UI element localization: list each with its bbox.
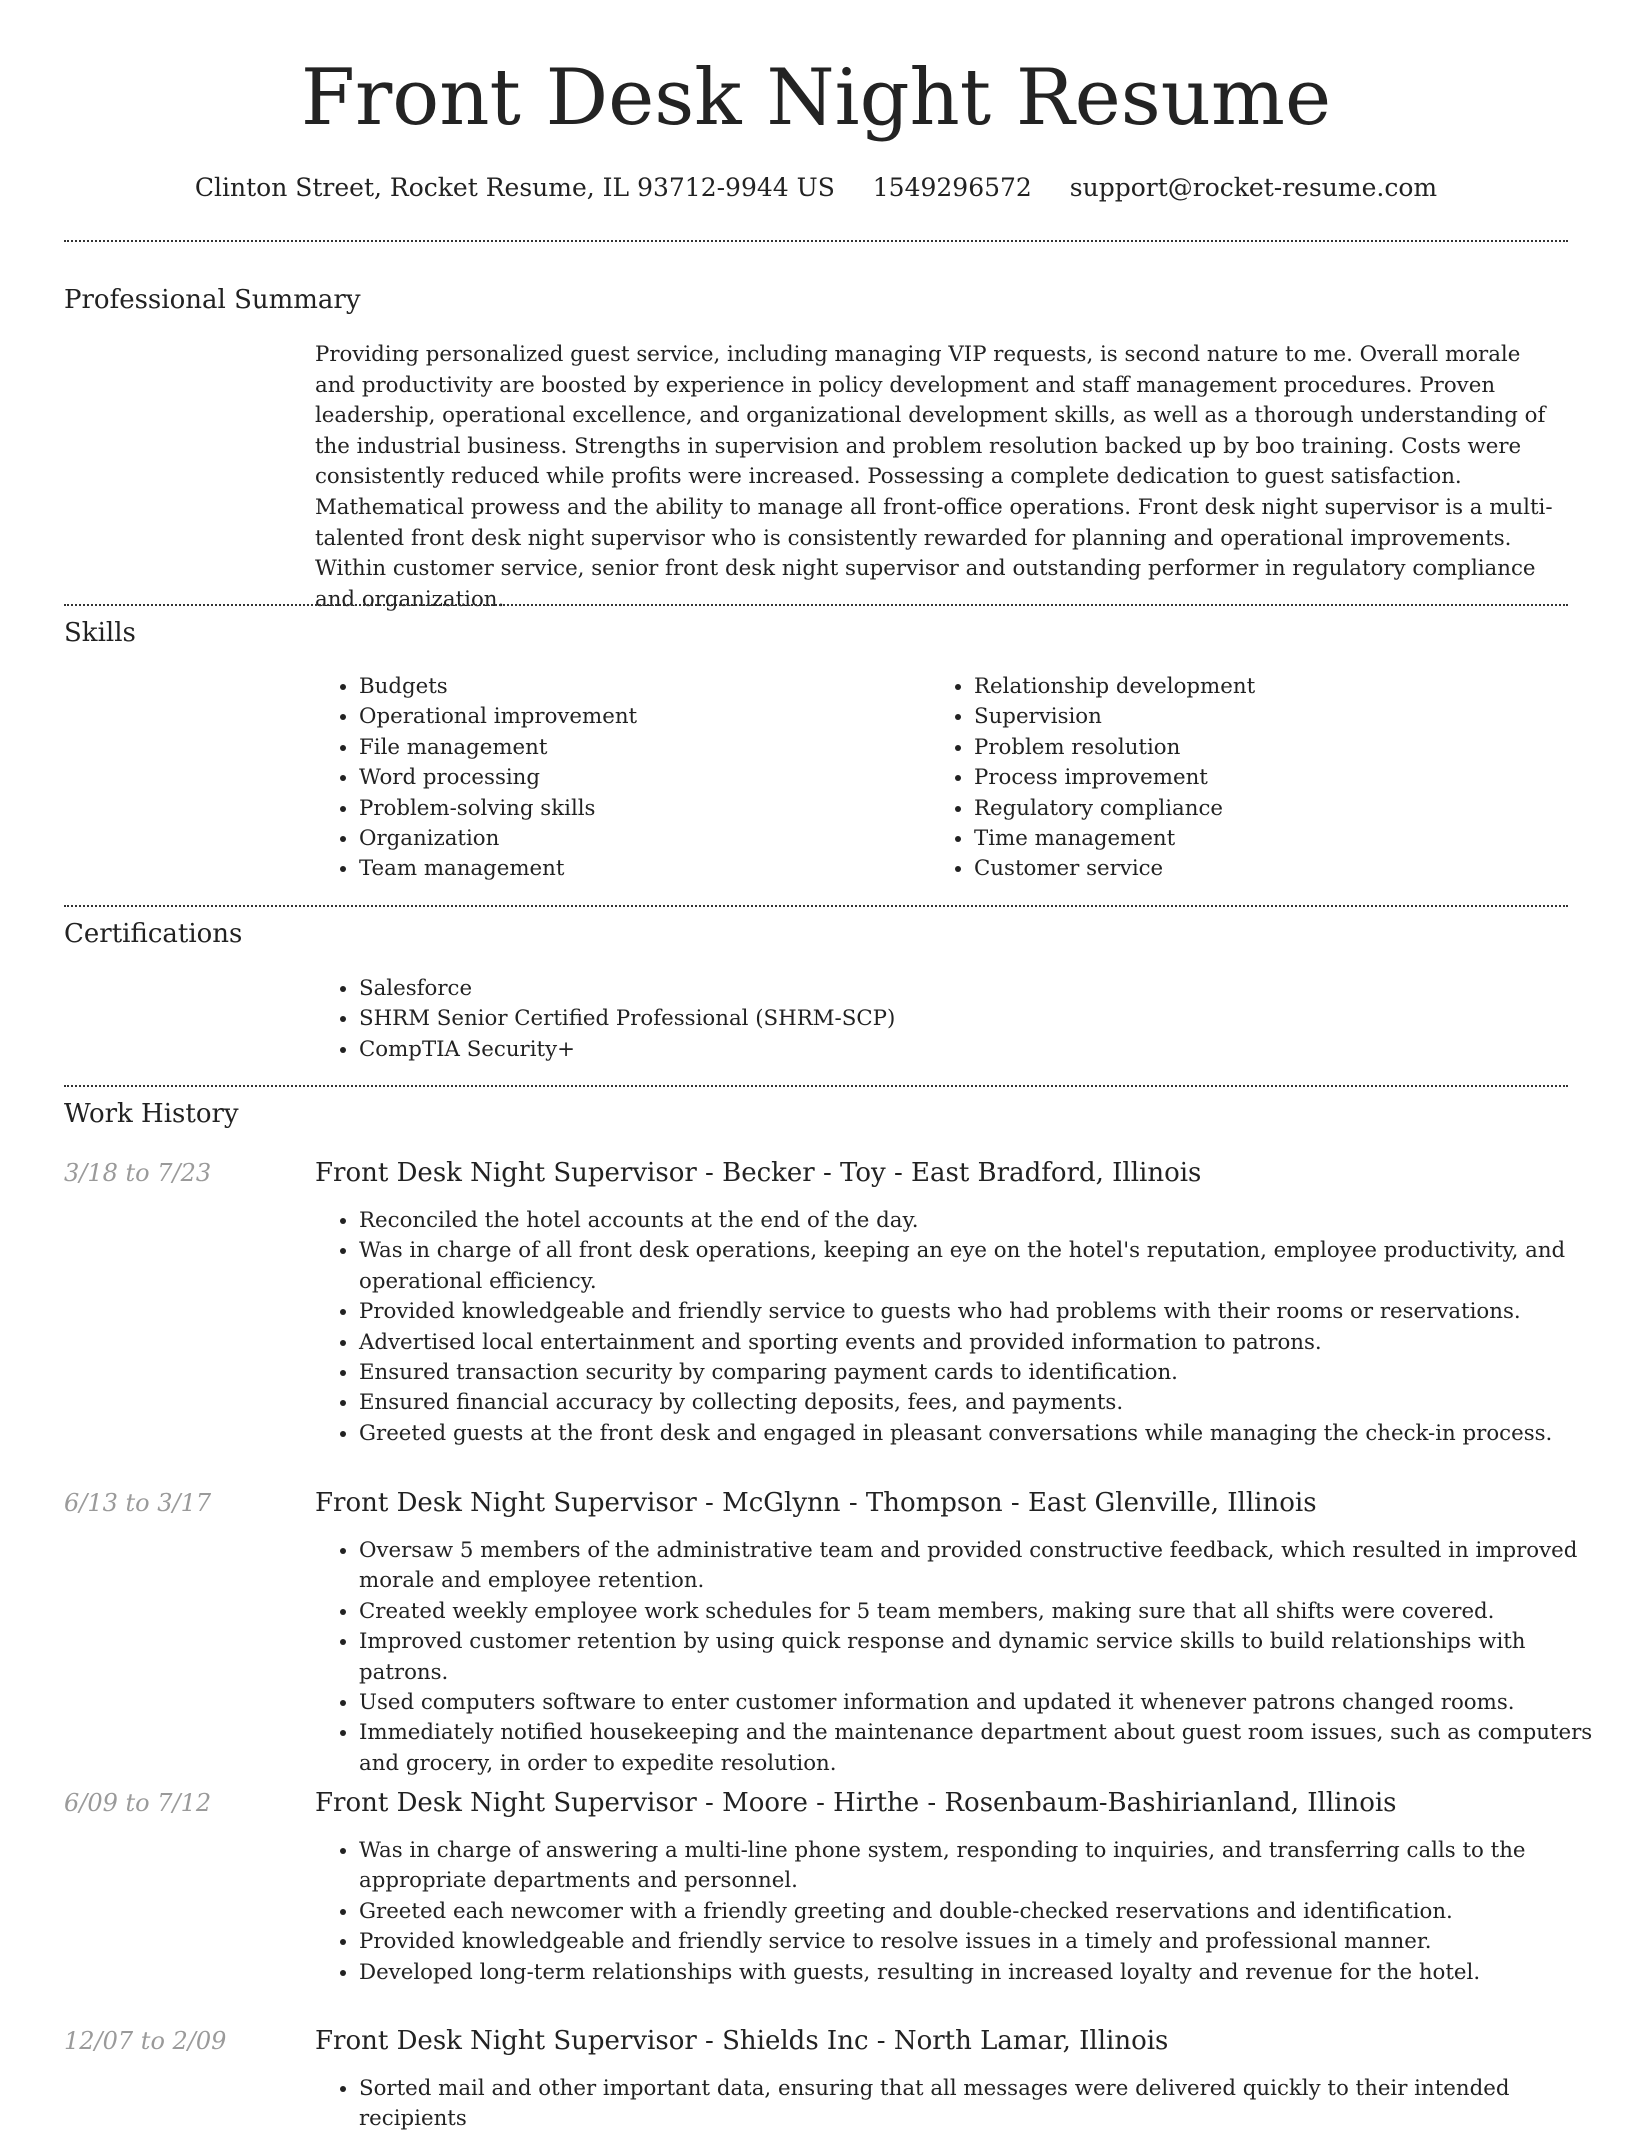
skill-item: • Budgets xyxy=(359,672,919,702)
job-bullet: • Greeted each newcomer with a friendly greeting and double-checked reservations and identification. xyxy=(359,1897,1612,1927)
job-bullet: • Advertised local entertainment and sporting events and provided information to patrons. xyxy=(359,1328,1612,1358)
job-bullet: • Greeted guests at the front desk and engaged in pleasant conversations while managing the check-in process. xyxy=(359,1419,1612,1449)
job-bullet: • Immediately notified housekeeping and the maintenance department about guest room issues, such as computers and grocery, in order to expedite resolution. xyxy=(359,1718,1612,1779)
section-heading-work-history: Work History xyxy=(64,1099,239,1129)
divider xyxy=(64,905,1568,907)
job-title: Front Desk Night Supervisor - Becker - Toy - East Bradford, Illinois xyxy=(315,1158,1202,1188)
divider xyxy=(64,240,1568,242)
skill-item: • Organization xyxy=(359,824,919,854)
job-bullets xyxy=(315,1536,1612,1779)
skill-item: • Relationship development xyxy=(974,672,1574,702)
contact-phone: 1549296572 xyxy=(872,173,1032,202)
certification-item: • Salesforce xyxy=(359,974,1609,1004)
skills-list-right xyxy=(930,672,1574,885)
divider xyxy=(64,1085,1568,1087)
skill-item: • Problem-solving skills xyxy=(359,794,919,824)
job-bullets xyxy=(315,1836,1612,1988)
summary-text: Providing personalized guest service, including managing VIP requests, is second nature to me. Overall morale and productivity are boosted by experience in policy development and staff management procedures. Proven leadership, operational excellence, and organizational development skills, as well as a thorough understanding of the industrial business. Strengths in supervision and problem resolution backed up by boo training. Costs were consistently reduced while profits were increased. Possessing a complete dedication to guest satisfaction. Mathematical prowess and the ability to manage all front-office operations. Front desk night supervisor is a multi-talented front desk night supervisor who is consistently rewarded for planning and operational improvements. Within customer service, senior front desk night supervisor and outstanding performer in regulatory compliance and organization. xyxy=(315,342,1553,612)
skill-item: • Word processing xyxy=(359,763,919,793)
job-bullet: • Improved customer retention by using quick response and dynamic service skills to build relationships with patrons. xyxy=(359,1627,1612,1688)
contact-line xyxy=(0,170,1632,206)
skill-item: • Process improvement xyxy=(974,763,1574,793)
skill-item: • Team management xyxy=(359,854,919,884)
job-title: Front Desk Night Supervisor - McGlynn - Thompson - East Glenville, Illinois xyxy=(315,1488,1317,1518)
certification-item: • SHRM Senior Certified Professional (SHRM-SCP) xyxy=(359,1004,1609,1034)
skill-item: • Regulatory compliance xyxy=(974,794,1574,824)
job-title: Front Desk Night Supervisor - Moore - Hirthe - Rosenbaum-Bashirianland, Illinois xyxy=(315,1788,1397,1818)
job-bullet: • Developed long-term relationships with guests, resulting in increased loyalty and revenue for the hotel. xyxy=(359,1958,1612,1988)
section-heading-summary: Professional Summary xyxy=(64,285,361,315)
job-title: Front Desk Night Supervisor - Shields Inc - North Lamar, Illinois xyxy=(315,2026,1169,2056)
job-bullet: • Sorted mail and other important data, ensuring that all messages were delivered quickly to their intended recipients xyxy=(359,2074,1612,2135)
skill-item: • Customer service xyxy=(974,854,1574,884)
job-dates: 6/13 to 3/17 xyxy=(64,1489,212,1517)
skill-item: • Time management xyxy=(974,824,1574,854)
skill-item: • File management xyxy=(359,733,919,763)
job-bullet: • Used computers software to enter customer information and updated it whenever patrons changed rooms. xyxy=(359,1688,1612,1718)
skills-list-left xyxy=(315,672,919,885)
divider xyxy=(64,604,1568,606)
certification-item: • CompTIA Security+ xyxy=(359,1035,1609,1065)
certifications-list xyxy=(315,974,1609,1065)
job-bullet: • Ensured financial accuracy by collecting deposits, fees, and payments. xyxy=(359,1388,1612,1418)
skill-item: • Supervision xyxy=(974,702,1574,732)
job-dates: 6/09 to 7/12 xyxy=(64,1789,212,1817)
section-heading-certifications: Certifications xyxy=(64,919,243,949)
job-bullet: • Was in charge of all front desk operations, keeping an eye on the hotel's reputation, employee productivity, and operational efficiency. xyxy=(359,1236,1612,1297)
contact-email[interactable]: support@rocket-resume.com xyxy=(1069,173,1438,202)
job-bullets xyxy=(315,2074,1612,2135)
job-bullet: • Reconciled the hotel accounts at the end of the day. xyxy=(359,1206,1612,1236)
job-bullet: • Created weekly employee work schedules for 5 team members, making sure that all shifts were covered. xyxy=(359,1597,1612,1627)
job-dates: 12/07 to 2/09 xyxy=(64,2027,227,2055)
skill-item: • Operational improvement xyxy=(359,702,919,732)
job-bullet: • Ensured transaction security by comparing payment cards to identification. xyxy=(359,1358,1612,1388)
resume-title: Front Desk Night Resume xyxy=(300,53,1332,143)
job-dates: 3/18 to 7/23 xyxy=(64,1159,212,1187)
skill-item: • Problem resolution xyxy=(974,733,1574,763)
job-bullet: • Provided knowledgeable and friendly service to guests who had problems with their rooms or reservations. xyxy=(359,1297,1612,1327)
job-bullet: • Was in charge of answering a multi-line phone system, responding to inquiries, and transferring calls to the appropriate departments and personnel. xyxy=(359,1836,1612,1897)
section-heading-skills: Skills xyxy=(64,618,136,648)
job-bullet: • Provided knowledgeable and friendly service to resolve issues in a timely and professional manner. xyxy=(359,1927,1612,1957)
job-bullet: • Oversaw 5 members of the administrative team and provided constructive feedback, which resulted in improved morale and employee retention. xyxy=(359,1536,1612,1597)
job-bullets xyxy=(315,1206,1612,1449)
contact-address: Clinton Street, Rocket Resume, IL 93712-9944 US xyxy=(194,173,835,202)
